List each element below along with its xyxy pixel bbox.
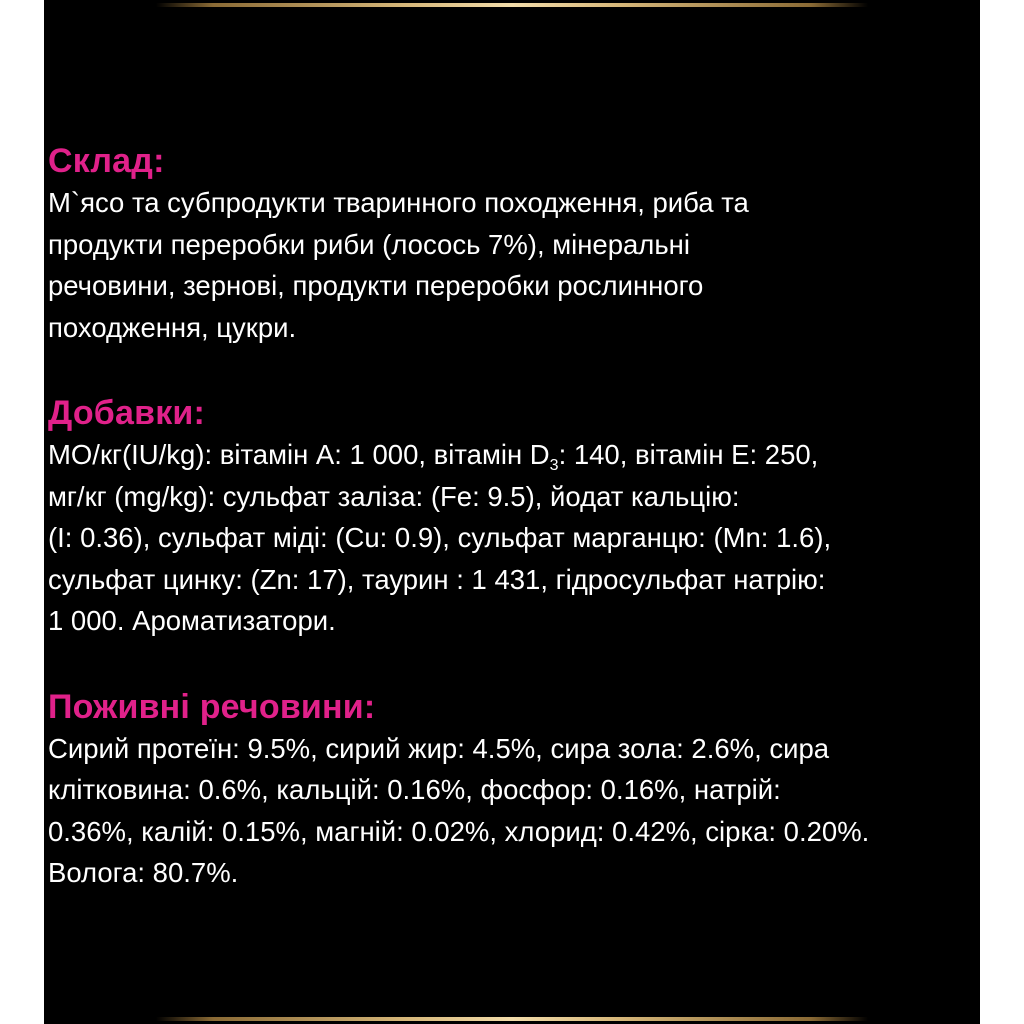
nutrients-line: Сирий протеїн: 9.5%, сирий жир: 4.5%, сира зола: 2.6%, сира bbox=[48, 732, 830, 764]
nutrients-line: клітковина: 0.6%, кальцій: 0.16%, фосфор: 0.16%, натрій: bbox=[48, 774, 781, 805]
additives-line bbox=[48, 434, 978, 476]
additives-line: 1 000. Ароматизатори. bbox=[48, 605, 336, 636]
additives-line-part: : 140, вітамін Е: 250, bbox=[558, 439, 819, 470]
additives-line: мг/кг (mg/kg): сульфат заліза: (Fe: 9.5), йодат кальцію: bbox=[48, 480, 740, 512]
nutrients-text bbox=[48, 728, 978, 894]
nutrients-line: Волога: 80.7%. bbox=[48, 857, 239, 888]
composition-text bbox=[48, 182, 978, 348]
composition-heading: Склад: bbox=[48, 142, 165, 180]
additives-line: (I: 0.36), сульфат міді: (Cu: 0.9), сульфат марганцю: (Mn: 1.6), bbox=[48, 522, 832, 553]
additives-heading: Добавки: bbox=[48, 394, 206, 432]
additives-text bbox=[48, 434, 978, 642]
additives-section bbox=[48, 392, 978, 642]
bottom-gold-divider bbox=[156, 1017, 868, 1021]
label-content bbox=[48, 140, 978, 894]
composition-line: речовини, зернові, продукти переробки рослинного bbox=[48, 270, 704, 301]
nutrients-section bbox=[48, 686, 978, 894]
additives-line: сульфат цинку: (Zn: 17), таурин : 1 431, гідросульфат натрію: bbox=[48, 563, 826, 595]
composition-line: продукти переробки риби (лосось 7%), мінеральні bbox=[48, 228, 690, 260]
composition-line: походження, цукри. bbox=[48, 311, 297, 343]
label-panel bbox=[44, 0, 980, 1024]
additives-line-part: МО/кг(IU/kg): вітамін А: 1 000, вітамін D bbox=[48, 439, 550, 470]
nutrients-heading: Поживні речовини: bbox=[48, 687, 376, 726]
subscript: 3 bbox=[549, 457, 559, 474]
nutrients-line: 0.36%, калій: 0.15%, магній: 0.02%, хлорид: 0.42%, сірка: 0.20%. bbox=[48, 815, 870, 847]
composition-section bbox=[48, 140, 978, 348]
top-gold-divider bbox=[156, 3, 868, 7]
composition-line: М`ясо та субпродукти тваринного походження, риба та bbox=[48, 187, 749, 218]
